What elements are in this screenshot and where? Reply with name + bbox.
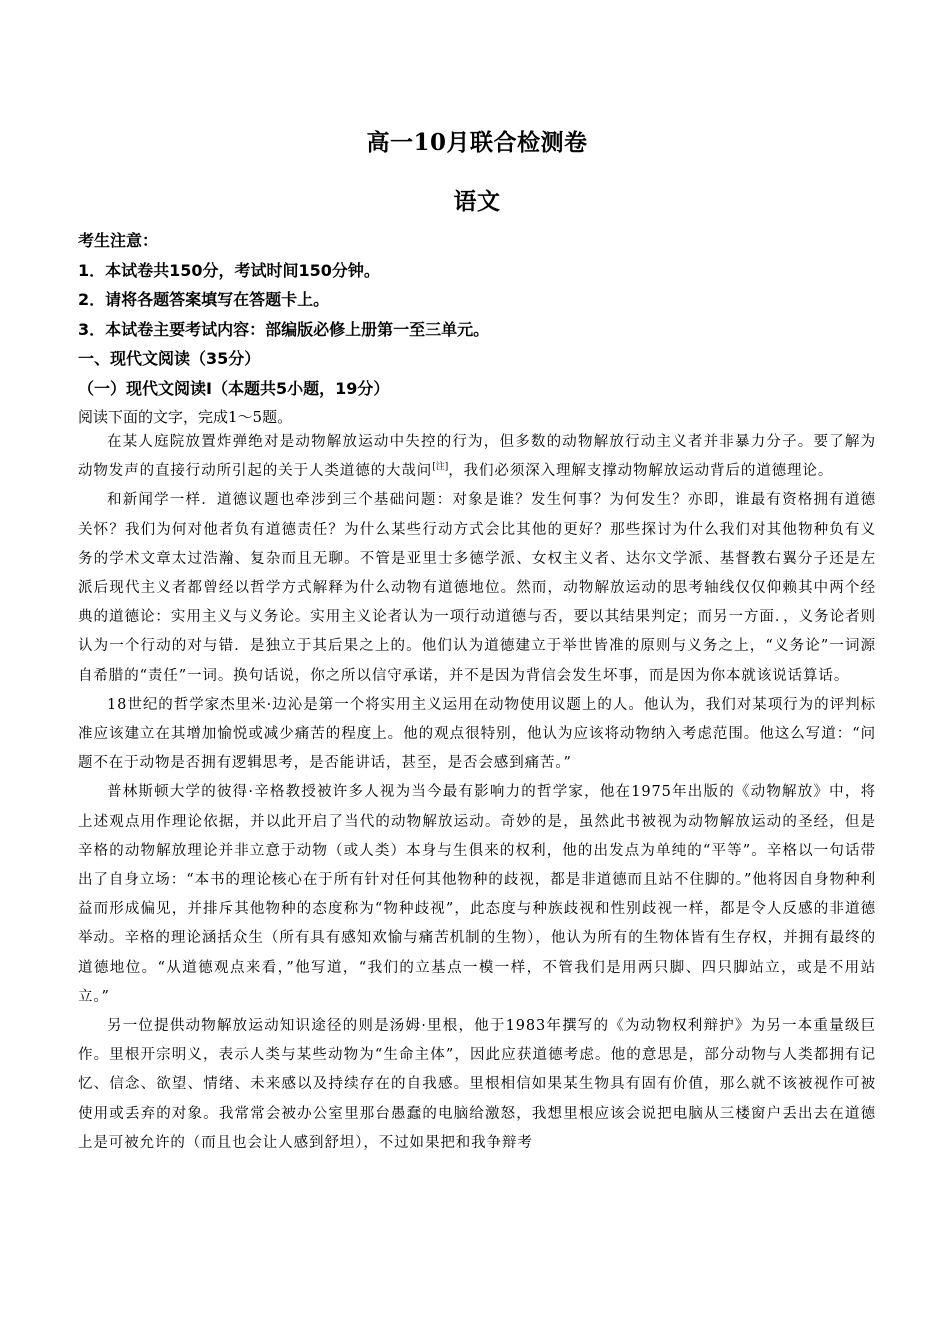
exam-page [78, 0, 876, 1344]
passage-paragraph-2: 和新闻学一样．道德议题也牵涉到三个基础问题：对象是谁？发生何事？为何发生？亦即，谁最有资格拥有道德关怀？我们为何对他者负有道德责任？为什么某些行动方式会比其他的更好？那些探讨为什么我们对其他物种负有义务的学术文章太过浩瀚、复杂而且无聊。不管是亚里士多德学派、女权主义者、达尔文学派、基督教右翼分子还是左派后现代主义者都曾经以哲学方式解释为什么动物有道德地位。然而，动物解放运动的思考轴线仅仅仰赖其中两个经典的道德论：实用主义与义务论。实用主义论者认为一项行动道德与否，要以其结果判定；而另一方面．，义务论者则认为一个行动的对与错．是独立于其后果之上的。他们认为道德建立于举世皆准的原则与义务之上，“义务论”一词源自希腊的“责任”一词。换句话说，你之所以信守承诺，并不是因为背信会发生坏事，而是因为你本就该说话算话。 [78, 492, 876, 684]
notice-item-2: 2．请将各题答案填写在答题卡上。 [78, 290, 330, 309]
paragraph-1-text-a: 在某人庭院放置炸弹绝对是动物解放运动中失控的行为，但多数的动物解放行动主义者并非暴力分子。要了解为动物发声的直接行动所引起的关于人类道德的大哉问 [78, 434, 876, 480]
reading-passage [78, 428, 876, 1158]
reading-instruction: 阅读下面的文字，完成1～5题。 [78, 408, 293, 426]
passage-paragraph-4: 普林斯顿大学的彼得·辛格教授被许多人视为当今最有影响力的哲学家，他在1975年出版的《动物解放》中，将上述观点用作理论依据，并以此开启了当代的动物解放运动。奇妙的是，虽然此书被视为动物解放运动的圣经，但是辛格的动物解放理论并非立意于动物（或人类）本身与生俱来的权利，他的出发点为单纯的“平等”。辛格以一句话带出了自身立场：“本书的理论核心在于所有针对任何其他物种的歧视，都是非道德而且站不住脚的。”他将因自身物种利益而形成偏见，并排斥其他物种的态度称为“物种歧视”，此态度与种族歧视和性别歧视一样，都是令人反感的非道德举动。辛格的理论涵括众生（所有具有感知欢愉与痛苦机制的生物），他认为所有的生物体皆有生存权，并拥有最终的道德地位。“从道德观点来看，”他写道，“我们的立基点一模一样，不管我们是用两只脚、四只脚站立，或是不用站立。” [78, 784, 876, 1005]
section-subtitle: （一）现代文阅读Ⅰ（本题共5小题，19分） [78, 378, 390, 398]
notice-heading: 考生注意： [78, 231, 159, 250]
subject-title: 语文 [453, 188, 501, 215]
passage-paragraph-1 [78, 428, 876, 486]
section-title: 一、现代文阅读（35分） [78, 349, 261, 368]
footnote-marker: [注] [432, 462, 449, 473]
notice-block [78, 226, 876, 432]
paragraph-1-text-b: ，我们必须深入理解支撑动物解放运动背后的道德理论。 [448, 463, 834, 480]
passage-paragraph-3: 18世纪的哲学家杰里米·边沁是第一个将实用主义运用在动物使用议题上的人。他认为，我们对某项行为的评判标准应该建立在其增加愉悦或减少痛苦的程度上。他的观点很特别，他认为应该将动物纳入考虑范围。他这么写道：“问题不在于动物是否拥有逻辑思考，是否能讲话，甚至，是否会感到痛苦。” [78, 696, 876, 772]
passage-paragraph-5: 另一位提供动物解放运动知识途径的则是汤姆·里根，他于1983年撰写的《为动物权利辩护》为另一本重量级巨作。里根开宗明义，表示人类与某些动物为“生命主体”，因此应获道德考虑。他的意思是，部分动物与人类都拥有记忆、信念、欲望、情绪、未来感以及持续存在的自我感。里根相信如果某生物具有固有价值，那么就不该被视作可被使用或丢弃的对象。我常常会被办公室里那台愚蠢的电脑给激怒，我想里根应该会说把电脑从三楼窗户丢出去在道德上是可被允许的（而且也会让人感到舒坦），不过如果把和我争辩考 [78, 1018, 876, 1151]
notice-item-1: 1．本试卷共150分，考试时间150分钟。 [78, 260, 380, 280]
notice-item-3: 3．本试卷主要考试内容：部编版必修上册第一至三单元。 [78, 319, 490, 339]
exam-title: 高一10月联合检测卷 [366, 129, 588, 156]
